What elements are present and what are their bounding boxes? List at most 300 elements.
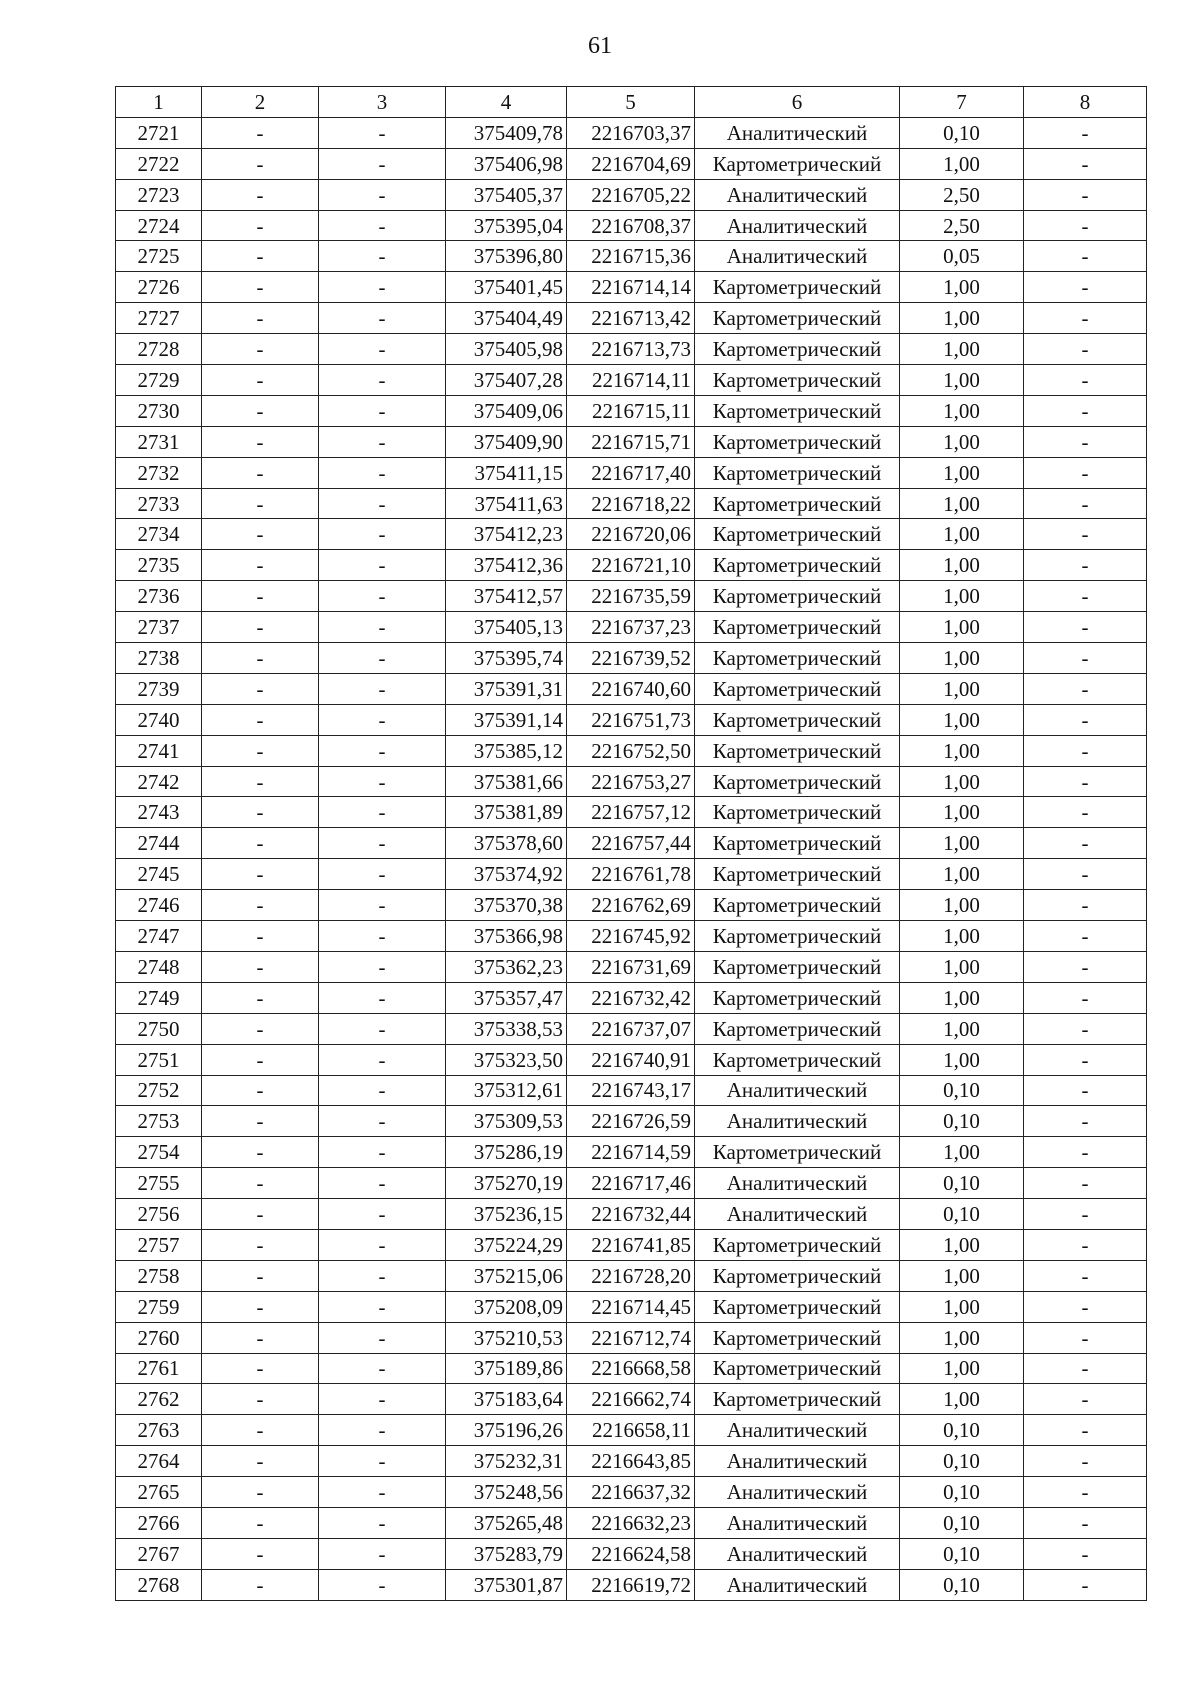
cell-accuracy: 0,10: [900, 1477, 1024, 1508]
cell-col-3: -: [319, 1291, 446, 1322]
cell-point-number: 2723: [116, 179, 202, 210]
cell-method: Картометрический: [695, 1044, 900, 1075]
cell-col-2: -: [202, 766, 319, 797]
cell-coord-x: 375407,28: [446, 365, 567, 396]
cell-method: Картометрический: [695, 272, 900, 303]
cell-point-number: 2761: [116, 1353, 202, 1384]
cell-coord-y: 2216624,58: [567, 1538, 695, 1569]
cell-col-8: -: [1024, 828, 1147, 859]
cell-coord-x: 375412,23: [446, 519, 567, 550]
cell-point-number: 2749: [116, 982, 202, 1013]
cell-accuracy: 1,00: [900, 1044, 1024, 1075]
cell-col-8: -: [1024, 1446, 1147, 1477]
cell-point-number: 2758: [116, 1260, 202, 1291]
cell-col-8: -: [1024, 365, 1147, 396]
cell-point-number: 2746: [116, 890, 202, 921]
cell-col-2: -: [202, 1446, 319, 1477]
cell-col-2: -: [202, 1384, 319, 1415]
cell-col-8: -: [1024, 982, 1147, 1013]
cell-coord-y: 2216737,07: [567, 1013, 695, 1044]
cell-coord-y: 2216753,27: [567, 766, 695, 797]
cell-col-8: -: [1024, 179, 1147, 210]
cell-point-number: 2734: [116, 519, 202, 550]
cell-col-3: -: [319, 1353, 446, 1384]
cell-accuracy: 1,00: [900, 890, 1024, 921]
cell-coord-y: 2216761,78: [567, 859, 695, 890]
cell-col-8: -: [1024, 1013, 1147, 1044]
cell-coord-y: 2216745,92: [567, 921, 695, 952]
cell-col-3: -: [319, 1446, 446, 1477]
cell-accuracy: 1,00: [900, 766, 1024, 797]
cell-method: Картометрический: [695, 921, 900, 952]
cell-col-3: -: [319, 457, 446, 488]
cell-point-number: 2726: [116, 272, 202, 303]
cell-accuracy: 0,10: [900, 1199, 1024, 1230]
cell-coord-x: 375409,78: [446, 117, 567, 148]
cell-col-2: -: [202, 210, 319, 241]
cell-point-number: 2742: [116, 766, 202, 797]
cell-coord-y: 2216757,44: [567, 828, 695, 859]
table-header-row: [116, 87, 1147, 118]
cell-coord-x: 375301,87: [446, 1569, 567, 1600]
cell-coord-y: 2216740,60: [567, 673, 695, 704]
cell-point-number: 2727: [116, 303, 202, 334]
cell-point-number: 2737: [116, 612, 202, 643]
cell-coord-x: 375286,19: [446, 1137, 567, 1168]
cell-accuracy: 1,00: [900, 1260, 1024, 1291]
cell-col-2: -: [202, 550, 319, 581]
cell-accuracy: 0,05: [900, 241, 1024, 272]
table-body: [116, 117, 1147, 1600]
table-row: [116, 1013, 1147, 1044]
cell-col-2: -: [202, 1507, 319, 1538]
cell-col-8: -: [1024, 241, 1147, 272]
cell-col-2: -: [202, 1477, 319, 1508]
cell-col-3: -: [319, 859, 446, 890]
cell-accuracy: 1,00: [900, 488, 1024, 519]
cell-col-8: -: [1024, 457, 1147, 488]
cell-col-3: -: [319, 1322, 446, 1353]
table-row: [116, 365, 1147, 396]
cell-coord-y: 2216735,59: [567, 581, 695, 612]
cell-method: Аналитический: [695, 1569, 900, 1600]
cell-coord-y: 2216714,59: [567, 1137, 695, 1168]
table-row: [116, 982, 1147, 1013]
cell-coord-x: 375312,61: [446, 1075, 567, 1106]
cell-point-number: 2730: [116, 395, 202, 426]
cell-col-3: -: [319, 921, 446, 952]
cell-col-8: -: [1024, 1415, 1147, 1446]
cell-col-2: -: [202, 951, 319, 982]
cell-coord-y: 2216637,32: [567, 1477, 695, 1508]
cell-col-8: -: [1024, 1199, 1147, 1230]
cell-accuracy: 1,00: [900, 1291, 1024, 1322]
cell-method: Аналитический: [695, 1477, 900, 1508]
cell-col-2: -: [202, 797, 319, 828]
cell-col-8: -: [1024, 1384, 1147, 1415]
cell-col-8: -: [1024, 1322, 1147, 1353]
cell-coord-y: 2216762,69: [567, 890, 695, 921]
cell-accuracy: 0,10: [900, 1507, 1024, 1538]
cell-col-2: -: [202, 148, 319, 179]
cell-method: Картометрический: [695, 365, 900, 396]
cell-coord-y: 2216726,59: [567, 1106, 695, 1137]
cell-point-number: 2752: [116, 1075, 202, 1106]
cell-col-3: -: [319, 951, 446, 982]
cell-coord-x: 375405,37: [446, 179, 567, 210]
cell-col-8: -: [1024, 797, 1147, 828]
table-row: [116, 890, 1147, 921]
cell-col-2: -: [202, 735, 319, 766]
cell-col-8: -: [1024, 272, 1147, 303]
cell-col-8: -: [1024, 1260, 1147, 1291]
cell-point-number: 2735: [116, 550, 202, 581]
table-row: [116, 921, 1147, 952]
cell-col-8: -: [1024, 426, 1147, 457]
cell-col-3: -: [319, 179, 446, 210]
cell-coord-x: 375412,36: [446, 550, 567, 581]
cell-coord-x: 375224,29: [446, 1229, 567, 1260]
cell-coord-x: 375381,66: [446, 766, 567, 797]
cell-point-number: 2739: [116, 673, 202, 704]
cell-col-2: -: [202, 921, 319, 952]
cell-col-8: -: [1024, 303, 1147, 334]
cell-col-8: -: [1024, 890, 1147, 921]
cell-point-number: 2757: [116, 1229, 202, 1260]
cell-point-number: 2744: [116, 828, 202, 859]
cell-point-number: 2722: [116, 148, 202, 179]
cell-col-3: -: [319, 766, 446, 797]
cell-method: Аналитический: [695, 1538, 900, 1569]
cell-point-number: 2748: [116, 951, 202, 982]
cell-method: Картометрический: [695, 550, 900, 581]
cell-method: Картометрический: [695, 1260, 900, 1291]
cell-point-number: 2750: [116, 1013, 202, 1044]
cell-col-2: -: [202, 395, 319, 426]
cell-method: Картометрический: [695, 859, 900, 890]
cell-col-3: -: [319, 426, 446, 457]
cell-method: Картометрический: [695, 581, 900, 612]
page-number: 61: [588, 33, 612, 59]
cell-coord-x: 375338,53: [446, 1013, 567, 1044]
cell-accuracy: 1,00: [900, 735, 1024, 766]
cell-col-2: -: [202, 1199, 319, 1230]
cell-col-3: -: [319, 643, 446, 674]
cell-method: Картометрический: [695, 395, 900, 426]
cell-col-2: -: [202, 828, 319, 859]
cell-point-number: 2762: [116, 1384, 202, 1415]
cell-col-2: -: [202, 1137, 319, 1168]
cell-accuracy: 1,00: [900, 365, 1024, 396]
cell-accuracy: 1,00: [900, 426, 1024, 457]
cell-coord-x: 375189,86: [446, 1353, 567, 1384]
cell-coord-y: 2216715,11: [567, 395, 695, 426]
cell-coord-x: 375270,19: [446, 1168, 567, 1199]
table-row: [116, 272, 1147, 303]
cell-accuracy: 1,00: [900, 1384, 1024, 1415]
cell-col-2: -: [202, 303, 319, 334]
cell-col-2: -: [202, 1322, 319, 1353]
cell-point-number: 2740: [116, 704, 202, 735]
cell-point-number: 2733: [116, 488, 202, 519]
cell-coord-y: 2216662,74: [567, 1384, 695, 1415]
table-row: [116, 519, 1147, 550]
table-row: [116, 1229, 1147, 1260]
cell-coord-y: 2216751,73: [567, 704, 695, 735]
cell-coord-x: 375183,64: [446, 1384, 567, 1415]
cell-col-8: -: [1024, 1538, 1147, 1569]
table-row: [116, 581, 1147, 612]
cell-accuracy: 1,00: [900, 612, 1024, 643]
cell-col-3: -: [319, 210, 446, 241]
cell-method: Картометрический: [695, 303, 900, 334]
cell-method: Аналитический: [695, 1507, 900, 1538]
cell-coord-x: 375409,90: [446, 426, 567, 457]
cell-coord-x: 375412,57: [446, 581, 567, 612]
cell-col-2: -: [202, 1260, 319, 1291]
table-row: [116, 1507, 1147, 1538]
cell-col-2: -: [202, 1415, 319, 1446]
cell-coord-x: 375248,56: [446, 1477, 567, 1508]
cell-point-number: 2759: [116, 1291, 202, 1322]
cell-col-8: -: [1024, 117, 1147, 148]
table-row: [116, 148, 1147, 179]
cell-point-number: 2756: [116, 1199, 202, 1230]
cell-col-8: -: [1024, 1353, 1147, 1384]
cell-point-number: 2765: [116, 1477, 202, 1508]
cell-method: Картометрический: [695, 797, 900, 828]
cell-point-number: 2755: [116, 1168, 202, 1199]
cell-col-2: -: [202, 334, 319, 365]
cell-col-3: -: [319, 797, 446, 828]
table-row: [116, 1477, 1147, 1508]
cell-col-2: -: [202, 704, 319, 735]
cell-point-number: 2768: [116, 1569, 202, 1600]
cell-point-number: 2760: [116, 1322, 202, 1353]
cell-coord-x: 375210,53: [446, 1322, 567, 1353]
cell-accuracy: 2,50: [900, 210, 1024, 241]
table-row: [116, 488, 1147, 519]
table-row: [116, 612, 1147, 643]
cell-coord-x: 375366,98: [446, 921, 567, 952]
cell-method: Аналитический: [695, 1106, 900, 1137]
cell-col-8: -: [1024, 488, 1147, 519]
cell-accuracy: 1,00: [900, 1013, 1024, 1044]
cell-method: Аналитический: [695, 1446, 900, 1477]
cell-col-2: -: [202, 272, 319, 303]
cell-coord-x: 375309,53: [446, 1106, 567, 1137]
table-row: [116, 1538, 1147, 1569]
cell-accuracy: 1,00: [900, 859, 1024, 890]
cell-col-2: -: [202, 1013, 319, 1044]
cell-coord-y: 2216715,71: [567, 426, 695, 457]
cell-col-8: -: [1024, 704, 1147, 735]
cell-col-3: -: [319, 1044, 446, 1075]
cell-col-8: -: [1024, 859, 1147, 890]
header-cell: 4: [446, 87, 567, 118]
cell-accuracy: 0,10: [900, 1075, 1024, 1106]
cell-col-3: -: [319, 982, 446, 1013]
cell-point-number: 2729: [116, 365, 202, 396]
cell-accuracy: 1,00: [900, 921, 1024, 952]
table-row: [116, 643, 1147, 674]
cell-method: Картометрический: [695, 488, 900, 519]
cell-point-number: 2743: [116, 797, 202, 828]
cell-col-3: -: [319, 1260, 446, 1291]
header-cell: 7: [900, 87, 1024, 118]
cell-accuracy: 1,00: [900, 519, 1024, 550]
header-cell: 1: [116, 87, 202, 118]
cell-coord-x: 375370,38: [446, 890, 567, 921]
cell-coord-y: 2216721,10: [567, 550, 695, 581]
table-row: [116, 1044, 1147, 1075]
cell-coord-x: 375391,14: [446, 704, 567, 735]
table-row: [116, 117, 1147, 148]
cell-point-number: 2728: [116, 334, 202, 365]
cell-col-3: -: [319, 1229, 446, 1260]
cell-col-3: -: [319, 1075, 446, 1106]
cell-method: Картометрический: [695, 1291, 900, 1322]
cell-col-2: -: [202, 117, 319, 148]
cell-coord-x: 375196,26: [446, 1415, 567, 1446]
header-cell: 8: [1024, 87, 1147, 118]
cell-coord-y: 2216715,36: [567, 241, 695, 272]
cell-coord-x: 375401,45: [446, 272, 567, 303]
table-row: [116, 179, 1147, 210]
cell-col-3: -: [319, 395, 446, 426]
cell-coord-y: 2216632,23: [567, 1507, 695, 1538]
cell-col-2: -: [202, 1106, 319, 1137]
cell-accuracy: 1,00: [900, 982, 1024, 1013]
cell-coord-y: 2216732,44: [567, 1199, 695, 1230]
cell-col-8: -: [1024, 766, 1147, 797]
cell-accuracy: 1,00: [900, 272, 1024, 303]
cell-col-3: -: [319, 1477, 446, 1508]
coordinates-table: [115, 86, 1147, 1601]
cell-method: Аналитический: [695, 117, 900, 148]
cell-col-8: -: [1024, 673, 1147, 704]
cell-col-3: -: [319, 241, 446, 272]
cell-col-8: -: [1024, 921, 1147, 952]
cell-coord-y: 2216752,50: [567, 735, 695, 766]
cell-method: Картометрический: [695, 828, 900, 859]
cell-coord-y: 2216704,69: [567, 148, 695, 179]
table-row: [116, 673, 1147, 704]
cell-coord-y: 2216737,23: [567, 612, 695, 643]
table-row: [116, 1446, 1147, 1477]
cell-accuracy: 2,50: [900, 179, 1024, 210]
table-row: [116, 951, 1147, 982]
header-cell: 3: [319, 87, 446, 118]
table-row: [116, 1291, 1147, 1322]
table-row: [116, 303, 1147, 334]
cell-col-2: -: [202, 1538, 319, 1569]
cell-coord-y: 2216740,91: [567, 1044, 695, 1075]
table-row: [116, 859, 1147, 890]
cell-accuracy: 1,00: [900, 550, 1024, 581]
cell-col-8: -: [1024, 550, 1147, 581]
cell-col-2: -: [202, 982, 319, 1013]
table-row: [116, 1260, 1147, 1291]
cell-point-number: 2747: [116, 921, 202, 952]
cell-point-number: 2736: [116, 581, 202, 612]
cell-col-2: -: [202, 1229, 319, 1260]
cell-accuracy: 0,10: [900, 117, 1024, 148]
cell-col-3: -: [319, 1538, 446, 1569]
cell-coord-x: 375357,47: [446, 982, 567, 1013]
cell-coord-x: 375378,60: [446, 828, 567, 859]
cell-accuracy: 1,00: [900, 828, 1024, 859]
cell-col-2: -: [202, 643, 319, 674]
cell-col-3: -: [319, 272, 446, 303]
cell-coord-x: 375405,13: [446, 612, 567, 643]
cell-method: Картометрический: [695, 1353, 900, 1384]
cell-point-number: 2724: [116, 210, 202, 241]
cell-accuracy: 0,10: [900, 1106, 1024, 1137]
cell-col-8: -: [1024, 334, 1147, 365]
cell-coord-x: 375406,98: [446, 148, 567, 179]
cell-accuracy: 0,10: [900, 1446, 1024, 1477]
cell-method: Аналитический: [695, 1168, 900, 1199]
cell-col-3: -: [319, 365, 446, 396]
cell-col-3: -: [319, 1106, 446, 1137]
cell-col-3: -: [319, 581, 446, 612]
cell-col-3: -: [319, 1384, 446, 1415]
table-row: [116, 1415, 1147, 1446]
cell-accuracy: 1,00: [900, 1137, 1024, 1168]
cell-col-2: -: [202, 1075, 319, 1106]
cell-col-3: -: [319, 1168, 446, 1199]
cell-coord-y: 2216741,85: [567, 1229, 695, 1260]
cell-coord-x: 375283,79: [446, 1538, 567, 1569]
cell-coord-y: 2216718,22: [567, 488, 695, 519]
cell-method: Картометрический: [695, 735, 900, 766]
cell-accuracy: 0,10: [900, 1168, 1024, 1199]
cell-point-number: 2732: [116, 457, 202, 488]
cell-coord-x: 375374,92: [446, 859, 567, 890]
cell-accuracy: 1,00: [900, 334, 1024, 365]
cell-accuracy: 1,00: [900, 797, 1024, 828]
cell-col-2: -: [202, 581, 319, 612]
cell-coord-y: 2216714,11: [567, 365, 695, 396]
cell-col-3: -: [319, 334, 446, 365]
cell-col-3: -: [319, 519, 446, 550]
cell-coord-y: 2216658,11: [567, 1415, 695, 1446]
cell-col-8: -: [1024, 519, 1147, 550]
cell-coord-y: 2216757,12: [567, 797, 695, 828]
header-cell: 2: [202, 87, 319, 118]
cell-method: Картометрический: [695, 704, 900, 735]
cell-accuracy: 0,10: [900, 1538, 1024, 1569]
cell-col-3: -: [319, 735, 446, 766]
table-row: [116, 1168, 1147, 1199]
cell-method: Картометрический: [695, 673, 900, 704]
table-row: [116, 1569, 1147, 1600]
cell-col-2: -: [202, 1291, 319, 1322]
cell-point-number: 2725: [116, 241, 202, 272]
table-row: [116, 797, 1147, 828]
cell-coord-x: 375215,06: [446, 1260, 567, 1291]
cell-coord-y: 2216717,46: [567, 1168, 695, 1199]
cell-coord-y: 2216643,85: [567, 1446, 695, 1477]
cell-col-8: -: [1024, 1477, 1147, 1508]
cell-method: Аналитический: [695, 1199, 900, 1230]
cell-coord-x: 375385,12: [446, 735, 567, 766]
cell-col-8: -: [1024, 1569, 1147, 1600]
table-row: [116, 766, 1147, 797]
cell-col-8: -: [1024, 951, 1147, 982]
cell-col-3: -: [319, 303, 446, 334]
